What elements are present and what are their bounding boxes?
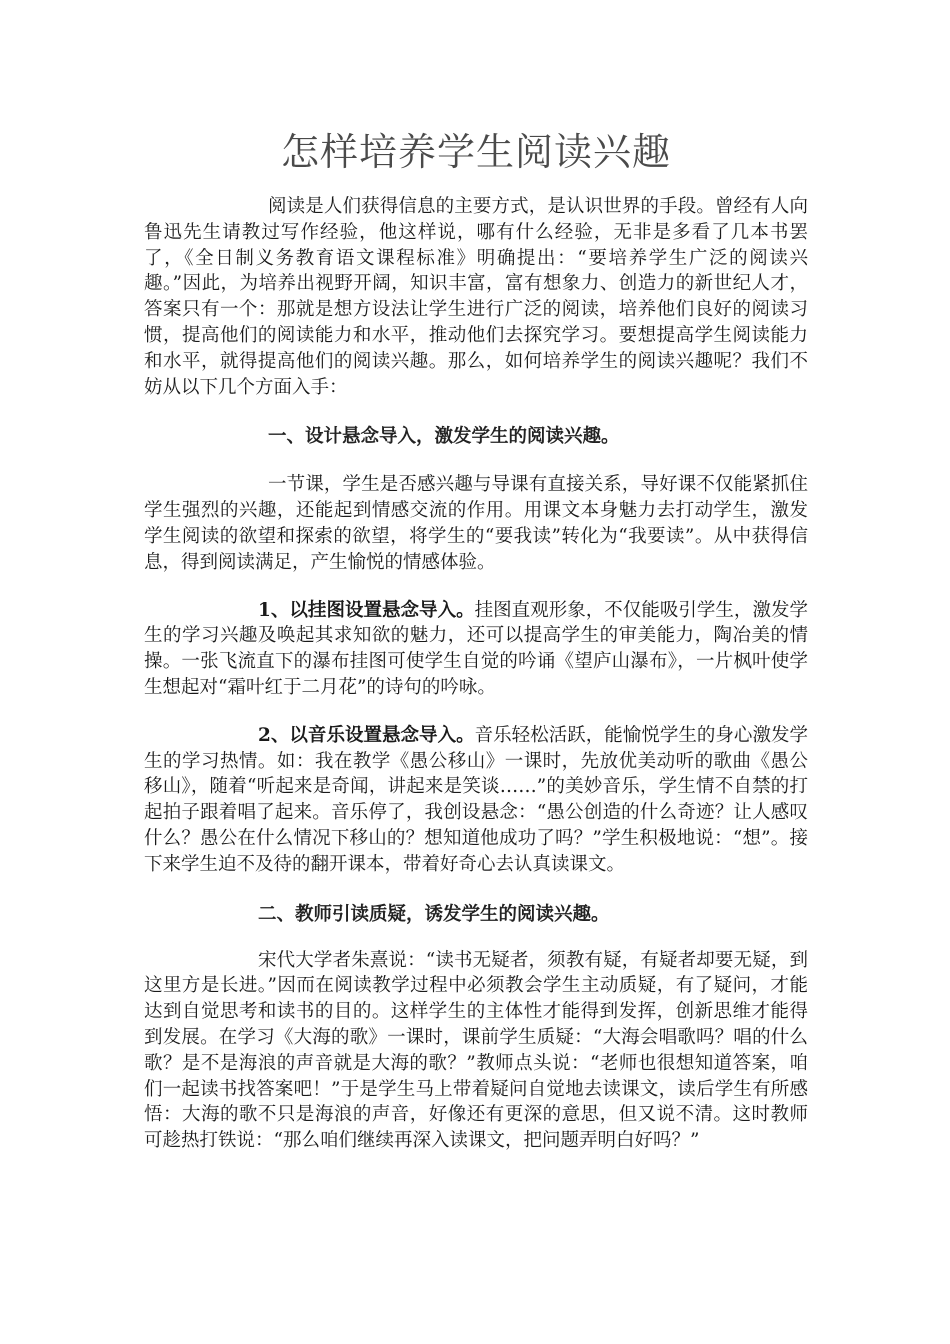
document-page xyxy=(144,0,808,1154)
section-2-heading: 二、教师引读质疑，诱发学生的阅读兴趣。 xyxy=(258,903,610,925)
section-1-item-1-lead: 1、以挂图设置悬念导入。 xyxy=(258,599,475,621)
section-1-item-1-body: 挂图直观形象，不仅能吸引学生，激发学生的学习兴趣及唤起其求知欲的魅力，还可以提高学生的审美能力，陶冶美的情操。一张飞流直下的瀑布挂图可使学生自觉的吟诵《望庐山瀑布》，一片枫叶使学生想起对“霜叶红于二月花”的诗句的吟咏。 xyxy=(144,599,808,698)
section-1-item-2 xyxy=(144,723,808,878)
section-1-item-2-body: 音乐轻松活跃，能愉悦学生的身心激发学生的学习热情。如：我在教学《愚公移山》一课时，先放优美动听的歌曲《愚公移山》，随着“听起来是奇闻，讲起来是笑谈……”的美妙音乐，学生情不自禁的打起拍子跟着唱了起来。音乐停了，我创设悬念：“愚公创造的什么奇迹？让人感叹什么？愚公在什么情况下移山的？想知道他成功了吗？”学生积极地说：“想”。接下来学生迫不及待的翻开课本，带着好奇心去认真读课文。 xyxy=(144,724,808,875)
section-1-item-2-lead: 2、以音乐设置悬念导入。 xyxy=(258,724,475,746)
intro-paragraph: 阅读是人们获得信息的主要方式，是认识世界的手段。曾经有人向鲁迅先生请教过写作经验，他这样说，哪有什么经验，无非是多看了几本书罢了，《全日制义务教育语文课程标准》明确提出：“要培养学生广泛的阅读兴趣。”因此，为培养出视野开阔，知识丰富，富有想象力、创造力的新世纪人才，答案只有一个：那就是想方设法让学生进行广泛的阅读，培养他们良好的阅读习惯，提高他们的阅读能力和水平，推动他们去探究学习。要想提高学生阅读能力和水平，就得提高他们的阅读兴趣。那么，如何培养学生的阅读兴趣呢？我们不妨从以下几个方面入手： xyxy=(144,196,808,398)
section-1-heading: 一、设计悬念导入，激发学生的阅读兴趣。 xyxy=(268,426,620,448)
document-title: 怎样培养学生阅读兴趣 xyxy=(280,130,671,174)
section-1-item-1 xyxy=(144,598,808,701)
section-2-paragraph: 宋代大学者朱熹说：“读书无疑者，须教有疑，有疑者却要无疑，到这里方是长进。”因而在阅读教学过程中必须教会学生主动质疑，有了疑问，才能达到自觉思考和读书的目的。这样学生的主体性才能得到发挥，创新思维才能得到发展。在学习《大海的歌》一课时，课前学生质疑：“大海会唱歌吗？唱的什么歌？是不是海浪的声音就是大海的歌？”教师点头说：“老师也很想知道答案，咱们一起读书找答案吧！”于是学生马上带着疑问自觉地去读课文，读后学生有所感悟：大海的歌不只是海浪的声音，好像还有更深的意思，但又说不清。这时教师可趁热打铁说：“那么咱们继续再深入读课文，把问题弄明白好吗？” xyxy=(144,949,808,1152)
section-1-paragraph: 一节课，学生是否感兴趣与导课有直接关系，导好课不仅能紧抓住学生强烈的兴趣，还能起到情感交流的作用。用课文本身魅力去打动学生，激发学生阅读的欲望和探索的欲望，将学生的“要我读”转化为“我要读”。从中获得信息，得到阅读满足，产生愉悦的情感体验。 xyxy=(144,474,808,573)
